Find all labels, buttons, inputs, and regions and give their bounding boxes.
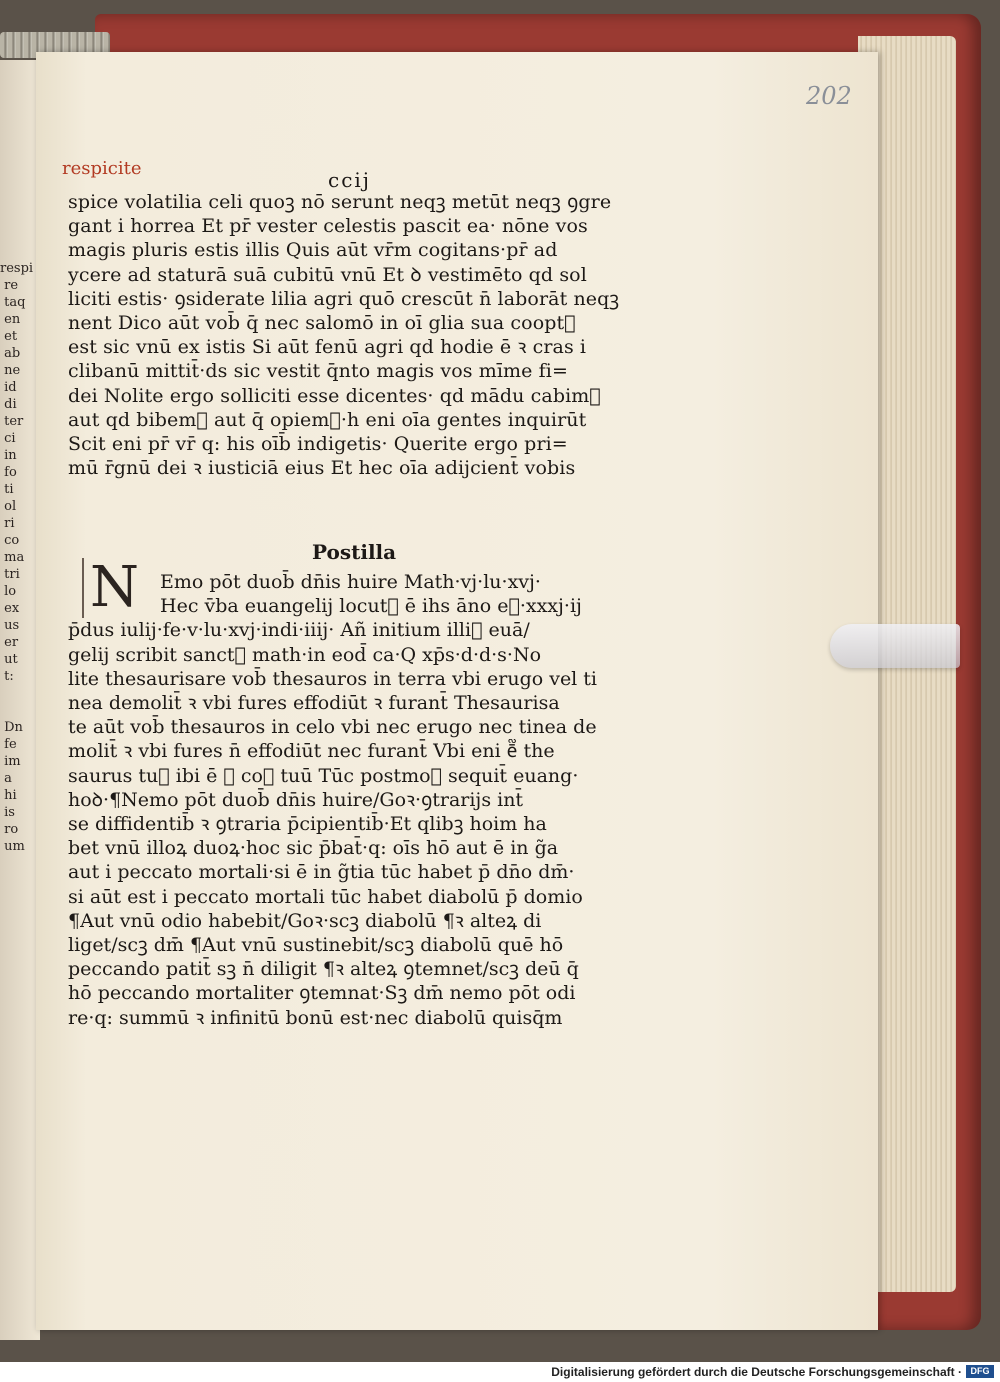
text-line: dei Nolite ergo solliciti esse dicentes· qd mādu cabim᷑ [68, 384, 601, 407]
left-page-edge [0, 60, 40, 1340]
text-line: hoꝺ·¶Nemo pōt duob̄ dn̄is huire/Goꝛ·ꝯtrarijs int̄ [68, 788, 524, 811]
text-line: p̄dus iulij·fe·v·lu·xvj·indi·iiij· Añ initium illi᷑ euā/ [68, 619, 530, 642]
page-marker-clip [830, 624, 960, 668]
text-line: se diffidentib̄ ꝛ ꝯtraria p̄cipientib̄·Et qlibꝫ hoim ha [68, 813, 547, 836]
text-line: te aūt vob̄ thesauros in celo vbi nec erugo nec tinea de [68, 716, 597, 739]
pencil-folio-number: 202 [806, 82, 852, 110]
text-line: gelij scribit sanct᷑ math·in eod̄ ca·Q xp̄s·d·d·s·No [68, 643, 542, 666]
digitization-footer [0, 1362, 1000, 1382]
text-line: ¶Aut vnū odio habebit/Goꝛ·scꝫ diabolū ¶ꝛ alteꝝ di [68, 909, 542, 932]
leaf-number: ccij [328, 168, 371, 192]
text-line: est sic vnū ex istis Si aūt fenū agri qd hodie ē ꝛ cras i [68, 336, 587, 359]
rubric-catchword: respicite [62, 158, 142, 179]
text-line: saurus tu᷑ ibi ē ꝛ coꝛ tuū Tūc postmoꝺ sequit̄ euang· [68, 764, 579, 787]
text-line: spice volatilia celi quoꝫ nō serunt neqꝫ metūt neqꝫ ꝯgre [68, 191, 612, 213]
funding-credit: Digitalisierung gefördert durch die Deutsche Forschungsgemeinschaft · [551, 1365, 962, 1379]
text-line: ycere ad staturā suā cubitū vnū Et ꝺ vestimēto qd sol [68, 263, 587, 286]
dfg-logo-icon: DFG [966, 1365, 994, 1378]
text-line: gant i horrea Et pr̄ vester celestis pascit ea· nōne vos [68, 215, 588, 238]
text-line: re·q: summū ꝛ infinitū bonū est·nec diabolū quisq̄m [68, 1006, 563, 1029]
text-line: clibanū mittit̄·ds sic vestit q̄nto magis vos mīme fi= [68, 360, 568, 383]
text-line: mū r̄gnū dei ꝛ iusticiā eius Et hec oīa adijcient̄ vobis [68, 457, 576, 480]
text-line: magis pluris estis illis Quis aūt vr̄m cogitans·pr̄ ad [68, 239, 558, 262]
text-line: lite thesaurisare vob̄ thesauros in terra vbi erugo vel ti [68, 667, 598, 690]
text-line: molit̄ ꝛ vbi fures n̄ effodiūt nec furant̄ Vbi eni ē᷑ the [68, 740, 555, 763]
text-line: aut qd bibem᷑ aut q̄ opiem᷑·h eni oīa gentes inquirūt [68, 408, 587, 431]
text-line: Scit eni pr̄ vr̄ q: his oīb̄ indigetis· Querite ergo pri= [68, 433, 568, 456]
gospel-text-block [68, 190, 648, 480]
text-line: liciti estis· ꝯsiderate lilia agri quō crescūt n̄ laborāt neqꝫ [68, 287, 620, 310]
text-line: nent Dico aūt vob̄ q̄ nec salomō in oī glia sua coopt᷑ [68, 312, 576, 335]
text-line: hō peccando mortaliter ꝯtemnat·Sꝫ dm̄ nemo pōt odi [68, 982, 576, 1005]
postilla-text-block [68, 570, 648, 1030]
text-line: aut i peccato mortali·si ē in g̃tia tūc habet p̄ dn̄o dm̄· [68, 861, 575, 884]
text-line: bet vnū illoꝝ duoꝝ·hoc sic p̄bat̄·q: oīs hō aut ē in g̃a [68, 837, 559, 860]
decorated-initial: N [82, 558, 144, 618]
text-line: nea demolit̄ ꝛ vbi fures effodiūt ꝛ furant̄ Thesaurisa [68, 692, 560, 715]
text-line: Hec v̄ba euangelij locut᷑ ē ihs āno e᷑·xxxj·ij [160, 595, 582, 618]
text-line: liget/scꝫ dm̄ ¶Aut vnū sustinebit/scꝫ diabolū quē hō [68, 934, 564, 957]
postilla-heading: Postilla [312, 540, 397, 564]
text-line: peccando patit̄ sꝫ n̄ diligit ¶ꝛ alteꝝ ꝯtemnet/scꝫ deū q̄ [68, 958, 579, 981]
text-line: si aūt est i peccato mortali tūc habet diabolū p̄ domio [68, 885, 583, 908]
text-line: Emo pōt duob̄ dn̄is huire Math·vj·lu·xvj· [160, 571, 541, 593]
left-page-fragments: respi re taq en et ab ne id di ter ci in fo ti ol ri co ma tri lo ex us er ut t: Dn fe im a hi is ro um [0, 261, 34, 854]
